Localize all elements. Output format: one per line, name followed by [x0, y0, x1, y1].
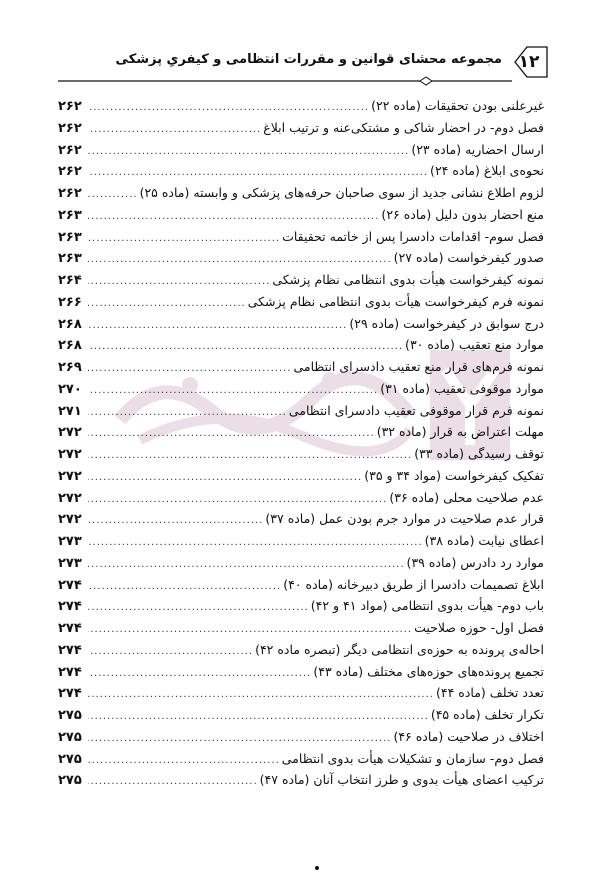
toc-entry-title: فصل دوم- سازمان و تشکیلات هیأت بدوی انتظامی	[281, 750, 544, 766]
toc-leader-dots	[88, 336, 403, 358]
toc-leader-dots	[88, 619, 412, 641]
toc-entry-title: نمونه فرم قرار موقوفی تعقیب دادسرای انتظامی	[288, 402, 544, 418]
toc-entry-title: غیرعلنی بودن تحقیقات (ماده ۲۲)	[371, 98, 544, 113]
toc-leader-dots	[88, 293, 246, 315]
toc-leader-dots	[88, 489, 387, 511]
toc-entry-title: باب دوم- هیأت بدوی انتظامی (مواد ۴۱ و ۴۲)	[310, 598, 544, 614]
toc-leader-dots	[88, 358, 292, 380]
toc-entry	[58, 378, 544, 400]
toc-entry-title: فصل سوم- اقدامات دادسرا پس از خاتمه تحقیقات	[282, 228, 544, 244]
toc-entry	[58, 421, 544, 443]
toc-leader-dots	[88, 663, 311, 685]
toc-leader-dots	[88, 315, 347, 337]
book-title: مجموعه محشای قوانین و مقررات انتظامی و کیفریِ پزشکی	[115, 52, 502, 67]
page-header	[0, 36, 600, 96]
toc-entry	[58, 508, 544, 530]
toc-entry-title: نحوه‌ی ابلاغ (ماده ۲۴)	[430, 163, 544, 179]
toc-entry	[58, 530, 544, 552]
toc-entry-title: نمونه فرم کیفرخواست هیأت بدوی انتظامی نظام پزشکی	[247, 293, 544, 309]
toc-entry	[58, 356, 544, 378]
toc-leader-dots	[88, 576, 281, 598]
toc-leader-dots	[88, 402, 287, 424]
toc-entry	[58, 617, 544, 639]
toc-entry-title: مهلت اعتراض به قرار (ماده ۳۲)	[376, 424, 544, 440]
toc-leader-dots	[88, 771, 258, 793]
toc-entry-page: ۲۷۲	[58, 490, 82, 506]
toc-entry-page: ۲۷۵	[58, 729, 82, 745]
toc-entry-title: احاله‌ی پرونده به حوزه‌ی انتظامی دیگر (تبصره ماده ۴۲)	[255, 641, 544, 657]
toc-entry-title: فصل اول- حوزه صلاحیت	[414, 620, 544, 635]
toc-entry	[58, 95, 544, 117]
toc-leader-dots	[88, 141, 409, 163]
toc-entry-page: ۲۷۱	[58, 403, 82, 419]
toc-entry-page: ۲۷۵	[58, 773, 82, 789]
toc-entry-title: ترکیب اعضای هیأت بدوی و طرز انتخاب آنان (ماده ۴۷)	[259, 772, 544, 788]
toc-leader-dots	[88, 532, 423, 554]
toc-entry-page: ۲۷۲	[58, 447, 82, 462]
toc-entry-page: ۲۶۲	[58, 142, 82, 158]
toc-entry-page: ۲۷۳	[58, 555, 82, 571]
toc-entry-page: ۲۶۲	[58, 99, 82, 114]
toc-entry	[58, 291, 544, 313]
toc-entry	[58, 639, 544, 661]
toc-entry	[58, 182, 544, 204]
toc-entry-page: ۲۶۲	[58, 164, 82, 180]
toc-entry-page: ۲۷۴	[58, 621, 82, 636]
toc-leader-dots	[88, 728, 391, 750]
toc-entry-title: تکرار تخلف (ماده ۴۵)	[430, 707, 544, 722]
toc-entry-title: قرار عدم صلاحیت در موارد جرم بودن عمل (ماده ۳۷)	[265, 511, 544, 527]
toc-entry-page: ۲۷۰	[58, 381, 82, 397]
table-of-contents	[58, 95, 544, 791]
toc-leader-dots	[88, 750, 280, 772]
toc-entry-page: ۲۷۴	[58, 664, 82, 680]
toc-leader-dots	[88, 423, 375, 445]
toc-entry-title: لزوم اطلاع نشانی جدید از سوی صاحبان حرفه‌های پزشکی و وابسته (ماده ۲۵)	[139, 185, 544, 200]
toc-entry-page: ۲۶۳	[58, 229, 82, 245]
toc-entry-title: منع احضار بدون دلیل (ماده ۲۶)	[381, 206, 544, 222]
toc-entry	[58, 595, 544, 617]
toc-entry-page: ۲۷۲	[58, 425, 82, 441]
toc-entry	[58, 247, 544, 269]
toc-leader-dots	[88, 445, 412, 467]
toc-entry	[58, 117, 544, 139]
toc-entry-title: درج سوابق در کیفرخواست (ماده ۲۹)	[349, 315, 544, 331]
toc-entry-page: ۲۷۳	[58, 534, 82, 549]
toc-entry-title: فصل دوم- در احضار شاکی و مشتکی‌عنه و ترتیب ابلاغ	[263, 119, 544, 135]
toc-entry-title: نمونه کیفرخواست هیأت بدوی انتظامی نظام پزشکی	[272, 272, 544, 287]
toc-entry-page: ۲۶۳	[58, 207, 82, 223]
toc-entry	[58, 726, 544, 748]
toc-entry	[58, 487, 544, 509]
toc-entry-title: اعطای نیابت (ماده ۳۸)	[424, 533, 544, 548]
toc-entry-title: توقف رسیدگی (ماده ۳۳)	[414, 446, 544, 461]
toc-leader-dots	[88, 641, 253, 663]
toc-leader-dots	[88, 380, 378, 402]
toc-entry-title: اختلاف در صلاحیت (ماده ۴۶)	[393, 728, 544, 744]
toc-entry	[58, 661, 544, 683]
toc-entry-title: تجمیع پرونده‌های حوزه‌های مختلف (ماده ۴۳)	[313, 663, 544, 679]
toc-leader-dots	[88, 97, 369, 119]
footer-dot	[315, 866, 319, 870]
toc-leader-dots	[88, 706, 429, 728]
toc-leader-dots	[88, 467, 362, 489]
toc-entry-title: نمونه فرم‌های قرار منع تعقیب دادسرای انتظامی	[293, 359, 544, 374]
toc-entry	[58, 334, 544, 356]
toc-leader-dots	[88, 162, 428, 184]
toc-entry	[58, 139, 544, 161]
toc-entry-title: صدور کیفرخواست (ماده ۲۷)	[393, 250, 544, 266]
toc-leader-dots	[88, 206, 379, 228]
toc-leader-dots	[88, 684, 434, 706]
toc-entry-page: ۲۶۸	[58, 316, 82, 332]
toc-entry-title: ارسال احضاریه (ماده ۲۳)	[411, 141, 544, 157]
toc-entry-page: ۲۷۵	[58, 708, 82, 723]
toc-entry	[58, 574, 544, 596]
toc-entry-title: عدم صلاحیت محلی (ماده ۳۶)	[389, 489, 544, 505]
toc-entry-page: ۲۶۶	[58, 294, 82, 310]
page-number-text: ۱۲	[518, 52, 540, 72]
toc-entry-page: ۲۷۴	[58, 599, 82, 615]
toc-leader-dots	[88, 510, 263, 532]
toc-entry	[58, 443, 544, 465]
toc-entry	[58, 269, 544, 291]
toc-entry-page: ۲۶۳	[58, 251, 82, 267]
toc-leader-dots	[88, 228, 280, 250]
toc-entry-page: ۲۷۴	[58, 686, 82, 702]
toc-entry-page: ۲۷۵	[58, 751, 82, 767]
toc-entry-title: موارد منع تعقیب (ماده ۳۰)	[405, 337, 544, 353]
toc-entry	[58, 704, 544, 726]
toc-leader-dots	[88, 184, 138, 206]
toc-entry	[58, 552, 544, 574]
toc-entry-page: ۲۶۹	[58, 360, 82, 375]
page-number	[507, 44, 551, 80]
toc-entry-title: موارد موقوفی تعقیب (ماده ۳۱)	[380, 380, 544, 396]
toc-leader-dots	[88, 249, 392, 271]
toc-entry	[58, 204, 544, 226]
toc-entry	[58, 160, 544, 182]
toc-leader-dots	[88, 271, 270, 293]
toc-entry-title: تفکیک کیفرخواست (مواد ۳۴ و ۳۵)	[364, 467, 544, 483]
toc-entry-title: ابلاغ تصمیمات دادسرا از طریق دبیرخانه (ماده ۴۰)	[283, 576, 544, 592]
toc-entry-title: موارد رد دادرس (ماده ۳۹)	[406, 554, 544, 570]
toc-entry	[58, 465, 544, 487]
toc-entry	[58, 313, 544, 335]
toc-entry	[58, 226, 544, 248]
toc-entry-page: ۲۶۸	[58, 338, 82, 354]
toc-entry-page: ۲۶۲	[58, 186, 82, 201]
toc-entry-page: ۲۶۴	[58, 273, 82, 288]
toc-leader-dots	[88, 597, 309, 619]
toc-entry	[58, 400, 544, 422]
toc-entry-title: تعدد تخلف (ماده ۴۴)	[435, 685, 544, 701]
toc-entry-page: ۲۶۲	[58, 120, 82, 136]
toc-entry-page: ۲۷۲	[58, 512, 82, 528]
toc-leader-dots	[88, 119, 261, 141]
toc-entry-page: ۲۷۴	[58, 642, 82, 658]
toc-entry-page: ۲۷۲	[58, 468, 82, 484]
toc-entry-page: ۲۷۴	[58, 577, 82, 593]
toc-leader-dots	[88, 554, 405, 576]
toc-entry	[58, 748, 544, 770]
toc-entry	[58, 769, 544, 791]
toc-entry	[58, 682, 544, 704]
